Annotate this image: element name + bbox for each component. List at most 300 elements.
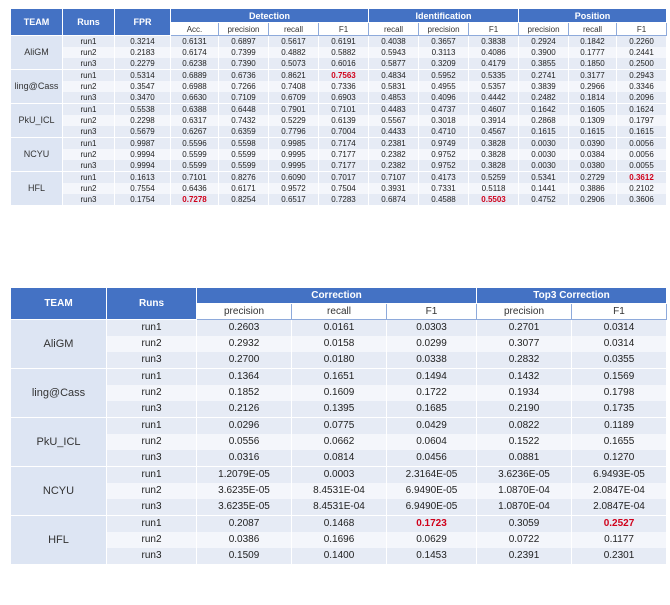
metric-cell: 0.4086 xyxy=(469,47,519,58)
metric-cell: 0.1522 xyxy=(477,434,572,450)
metric-cell: 0.2183 xyxy=(115,47,171,58)
metric-cell: 0.0662 xyxy=(292,434,387,450)
metric-cell: 0.3018 xyxy=(419,115,469,126)
metric-cell: 0.9995 xyxy=(269,149,319,160)
metric-cell: 0.5314 xyxy=(115,70,171,82)
run-label: run3 xyxy=(107,499,197,516)
metric-cell: 0.6897 xyxy=(219,36,269,48)
metric-cell: 0.1696 xyxy=(292,532,387,548)
metric-cell: 0.7017 xyxy=(319,172,369,184)
metric-cell: 0.7266 xyxy=(219,81,269,92)
table-row xyxy=(11,516,667,533)
table-row xyxy=(11,104,667,116)
runs-header: Runs xyxy=(107,288,197,320)
run-label: run3 xyxy=(63,126,115,138)
run-label: run3 xyxy=(107,352,197,369)
metric-cell: 0.0384 xyxy=(569,149,617,160)
metric-cell: 0.7399 xyxy=(219,47,269,58)
team-name: PkU_ICL xyxy=(11,104,63,138)
metric-cell: 0.1685 xyxy=(387,401,477,418)
metric-cell: 0.3657 xyxy=(419,36,469,48)
metric-cell: 0.0314 xyxy=(572,336,667,352)
metric-cell: 8.4531E-04 xyxy=(292,483,387,499)
metric-cell: 0.6171 xyxy=(219,183,269,194)
metric-cell: 1.0870E-04 xyxy=(477,483,572,499)
metric-cell: 0.5877 xyxy=(369,58,419,70)
metric-cell: 0.0355 xyxy=(572,352,667,369)
table-row xyxy=(11,467,667,484)
table-row xyxy=(11,336,667,352)
metric-cell: 0.1615 xyxy=(617,126,667,138)
metric-cell: 0.4955 xyxy=(419,81,469,92)
metric-cell: 0.6174 xyxy=(171,47,219,58)
subheader-cell: precision xyxy=(419,23,469,36)
metric-cell: 2.0847E-04 xyxy=(572,483,667,499)
metric-cell: 0.2441 xyxy=(617,47,667,58)
metric-cell: 0.6388 xyxy=(171,104,219,116)
metric-cell: 0.4483 xyxy=(369,104,419,116)
metric-cell: 0.1934 xyxy=(477,385,572,401)
metric-cell: 0.3900 xyxy=(519,47,569,58)
metric-cell: 0.5599 xyxy=(171,149,219,160)
metric-cell: 0.1441 xyxy=(519,183,569,194)
run-label: run1 xyxy=(63,36,115,48)
metric-cell: 0.3828 xyxy=(469,160,519,172)
metric-cell: 2.0847E-04 xyxy=(572,499,667,516)
run-label: run2 xyxy=(63,81,115,92)
subheader-cell: precision xyxy=(477,304,572,320)
metric-cell: 0.0030 xyxy=(519,149,569,160)
metric-cell: 0.7004 xyxy=(319,126,369,138)
run-label: run2 xyxy=(107,385,197,401)
table-row xyxy=(11,320,667,337)
metric-cell: 0.5952 xyxy=(419,70,469,82)
metric-cell: 0.7796 xyxy=(269,126,319,138)
metric-cell: 0.5229 xyxy=(269,115,319,126)
team-name: ling@Cass xyxy=(11,369,107,418)
metric-cell: 0.1270 xyxy=(572,450,667,467)
metric-cell: 2.3164E-05 xyxy=(387,467,477,484)
detection-results-table xyxy=(10,8,667,206)
table-row xyxy=(11,36,667,48)
subheader-cell: precision xyxy=(519,23,569,36)
metric-cell: 0.7174 xyxy=(319,138,369,150)
metric-cell: 0.0881 xyxy=(477,450,572,467)
team-name: HFL xyxy=(11,516,107,565)
metric-cell: 0.2943 xyxy=(617,70,667,82)
metric-cell: 0.3113 xyxy=(419,47,469,58)
metric-cell: 0.3838 xyxy=(469,36,519,48)
metric-cell: 0.9572 xyxy=(269,183,319,194)
table-row xyxy=(11,58,667,70)
metric-cell: 0.8254 xyxy=(219,194,269,206)
metric-cell: 0.2382 xyxy=(369,149,419,160)
metric-cell: 0.5357 xyxy=(469,81,519,92)
run-label: run3 xyxy=(63,160,115,172)
metric-cell: 0.1494 xyxy=(387,369,477,386)
metric-cell: 0.7336 xyxy=(319,81,369,92)
metric-cell: 0.2482 xyxy=(519,92,569,104)
run-label: run3 xyxy=(63,58,115,70)
metric-cell: 0.0338 xyxy=(387,352,477,369)
metric-cell: 0.4433 xyxy=(369,126,419,138)
table-row xyxy=(11,434,667,450)
metric-cell: 0.4442 xyxy=(469,92,519,104)
metric-cell: 0.0814 xyxy=(292,450,387,467)
metric-cell: 0.6436 xyxy=(171,183,219,194)
metric-cell: 0.6139 xyxy=(319,115,369,126)
metric-cell: 0.4038 xyxy=(369,36,419,48)
subheader-cell: F1 xyxy=(319,23,369,36)
table-row xyxy=(11,160,667,172)
metric-cell: 0.6267 xyxy=(171,126,219,138)
metric-cell: 0.5118 xyxy=(469,183,519,194)
metric-cell: 0.0158 xyxy=(292,336,387,352)
metric-cell: 1.2079E-05 xyxy=(197,467,292,484)
metric-cell: 0.0429 xyxy=(387,418,477,435)
metric-cell: 0.0056 xyxy=(617,138,667,150)
metric-cell: 0.0303 xyxy=(387,320,477,337)
metric-cell: 0.2102 xyxy=(617,183,667,194)
metric-cell: 6.9490E-05 xyxy=(387,483,477,499)
metric-cell: 0.1613 xyxy=(115,172,171,184)
metric-cell: 0.0556 xyxy=(197,434,292,450)
metric-cell: 0.6988 xyxy=(171,81,219,92)
metric-cell: 0.0180 xyxy=(292,352,387,369)
metric-cell: 0.1309 xyxy=(569,115,617,126)
metric-cell: 0.9994 xyxy=(115,149,171,160)
metric-cell: 0.3828 xyxy=(469,149,519,160)
run-label: run3 xyxy=(107,450,197,467)
metric-cell: 0.3209 xyxy=(419,58,469,70)
table-row xyxy=(11,126,667,138)
metric-cell: 0.2932 xyxy=(197,336,292,352)
metric-cell: 0.6191 xyxy=(319,36,369,48)
metric-cell: 0.1364 xyxy=(197,369,292,386)
subheader-cell: precision xyxy=(197,304,292,320)
metric-cell: 0.0456 xyxy=(387,450,477,467)
detection-header: Detection xyxy=(171,9,369,23)
metric-cell: 0.9995 xyxy=(269,160,319,172)
subheader-cell: F1 xyxy=(572,304,667,320)
metric-cell: 0.3839 xyxy=(519,81,569,92)
metric-cell: 0.6238 xyxy=(171,58,219,70)
table-row xyxy=(11,483,667,499)
metric-cell: 0.2298 xyxy=(115,115,171,126)
metric-cell: 0.1605 xyxy=(569,104,617,116)
metric-cell: 0.5831 xyxy=(369,81,419,92)
metric-cell: 0.2126 xyxy=(197,401,292,418)
metric-cell: 0.5335 xyxy=(469,70,519,82)
metric-cell: 0.5598 xyxy=(219,138,269,150)
run-label: run1 xyxy=(107,369,197,386)
subheader-cell: F1 xyxy=(387,304,477,320)
metric-cell: 0.2832 xyxy=(477,352,572,369)
team-name: HFL xyxy=(11,172,63,206)
metric-cell: 0.9752 xyxy=(419,149,469,160)
metric-cell: 0.0296 xyxy=(197,418,292,435)
metric-cell: 0.3470 xyxy=(115,92,171,104)
metric-cell: 8.4531E-04 xyxy=(292,499,387,516)
metric-cell: 0.1798 xyxy=(572,385,667,401)
metric-cell: 0.3828 xyxy=(469,138,519,150)
run-label: run3 xyxy=(107,401,197,418)
run-label: run2 xyxy=(63,149,115,160)
metric-cell: 0.2603 xyxy=(197,320,292,337)
metric-cell: 0.5617 xyxy=(269,36,319,48)
table-row xyxy=(11,499,667,516)
metric-cell: 0.2500 xyxy=(617,58,667,70)
metric-cell: 0.8276 xyxy=(219,172,269,184)
metric-cell: 0.7563 xyxy=(319,70,369,82)
runs-header: Runs xyxy=(63,9,115,36)
metric-cell: 0.7278 xyxy=(171,194,219,206)
metric-cell: 0.1777 xyxy=(569,47,617,58)
metric-cell: 0.5503 xyxy=(469,194,519,206)
metric-cell: 0.3914 xyxy=(469,115,519,126)
metric-cell: 0.5259 xyxy=(469,172,519,184)
metric-cell: 0.5599 xyxy=(171,160,219,172)
subheader-cell: F1 xyxy=(469,23,519,36)
metric-cell: 0.2966 xyxy=(569,81,617,92)
metric-cell: 0.6016 xyxy=(319,58,369,70)
team-name: NCYU xyxy=(11,138,63,172)
metric-cell: 0.3077 xyxy=(477,336,572,352)
metric-cell: 0.1797 xyxy=(617,115,667,126)
run-label: run2 xyxy=(107,483,197,499)
metric-cell: 0.5882 xyxy=(319,47,369,58)
metric-cell: 0.7390 xyxy=(219,58,269,70)
metric-cell: 0.1453 xyxy=(387,548,477,565)
subheader-cell: F1 xyxy=(617,23,667,36)
metric-cell: 0.4752 xyxy=(519,194,569,206)
metric-cell: 0.1735 xyxy=(572,401,667,418)
correction-results-table xyxy=(10,287,667,565)
metric-cell: 0.6630 xyxy=(171,92,219,104)
metric-cell: 0.5073 xyxy=(269,58,319,70)
metric-cell: 0.2087 xyxy=(197,516,292,533)
metric-cell: 0.1723 xyxy=(387,516,477,533)
metric-cell: 0.0722 xyxy=(477,532,572,548)
metric-cell: 0.2260 xyxy=(617,36,667,48)
metric-cell: 0.3547 xyxy=(115,81,171,92)
metric-cell: 0.3855 xyxy=(519,58,569,70)
metric-cell: 0.1642 xyxy=(519,104,569,116)
metric-cell: 0.4710 xyxy=(419,126,469,138)
metric-cell: 0.3612 xyxy=(617,172,667,184)
metric-cell: 0.2906 xyxy=(569,194,617,206)
metric-cell: 3.6236E-05 xyxy=(477,467,572,484)
metric-cell: 0.7101 xyxy=(319,104,369,116)
metric-cell: 0.1814 xyxy=(569,92,617,104)
identification-header: Identification xyxy=(369,9,519,23)
team-name: AliGM xyxy=(11,36,63,70)
metric-cell: 0.1850 xyxy=(569,58,617,70)
metric-cell: 0.1395 xyxy=(292,401,387,418)
metric-cell: 0.0390 xyxy=(569,138,617,150)
team-name: ling@Cass xyxy=(11,70,63,104)
metric-cell: 0.6736 xyxy=(219,70,269,82)
metric-cell: 0.4567 xyxy=(469,126,519,138)
metric-cell: 0.6090 xyxy=(269,172,319,184)
metric-cell: 0.4834 xyxy=(369,70,419,82)
metric-cell: 0.7901 xyxy=(269,104,319,116)
run-label: run1 xyxy=(107,516,197,533)
metric-cell: 0.5567 xyxy=(369,115,419,126)
run-label: run2 xyxy=(107,532,197,548)
metric-cell: 0.1615 xyxy=(519,126,569,138)
metric-cell: 0.1842 xyxy=(569,36,617,48)
metric-cell: 0.2741 xyxy=(519,70,569,82)
metric-cell: 0.3214 xyxy=(115,36,171,48)
metric-cell: 0.0030 xyxy=(519,138,569,150)
table-row xyxy=(11,352,667,369)
metric-cell: 0.9752 xyxy=(419,160,469,172)
run-label: run1 xyxy=(63,70,115,82)
metric-cell: 0.4607 xyxy=(469,104,519,116)
metric-cell: 0.7408 xyxy=(269,81,319,92)
metric-cell: 0.4173 xyxy=(419,172,469,184)
metric-cell: 0.2701 xyxy=(477,320,572,337)
table-row xyxy=(11,369,667,386)
table-row xyxy=(11,115,667,126)
run-label: run2 xyxy=(63,115,115,126)
metric-cell: 0.1722 xyxy=(387,385,477,401)
metric-cell: 0.2391 xyxy=(477,548,572,565)
table-row xyxy=(11,401,667,418)
metric-cell: 3.6235E-05 xyxy=(197,499,292,516)
metric-cell: 0.0604 xyxy=(387,434,477,450)
table-row xyxy=(11,183,667,194)
metric-cell: 0.4737 xyxy=(419,104,469,116)
metric-cell: 1.0870E-04 xyxy=(477,499,572,516)
metric-cell: 0.4882 xyxy=(269,47,319,58)
metric-cell: 0.7331 xyxy=(419,183,469,194)
metric-cell: 0.5596 xyxy=(171,138,219,150)
metric-cell: 0.1189 xyxy=(572,418,667,435)
run-label: run3 xyxy=(63,92,115,104)
team-name: NCYU xyxy=(11,467,107,516)
metric-cell: 0.1754 xyxy=(115,194,171,206)
metric-cell: 0.7504 xyxy=(319,183,369,194)
table-row xyxy=(11,194,667,206)
table-row xyxy=(11,149,667,160)
subheader-cell: recall xyxy=(269,23,319,36)
metric-cell: 0.1569 xyxy=(572,369,667,386)
metric-cell: 0.3886 xyxy=(569,183,617,194)
metric-cell: 0.9749 xyxy=(419,138,469,150)
metric-cell: 0.0316 xyxy=(197,450,292,467)
table-row xyxy=(11,418,667,435)
metric-cell: 0.0314 xyxy=(572,320,667,337)
run-label: run1 xyxy=(63,138,115,150)
metric-cell: 0.7177 xyxy=(319,160,369,172)
metric-cell: 0.0056 xyxy=(617,149,667,160)
metric-cell: 0.8621 xyxy=(269,70,319,82)
metric-cell: 0.3606 xyxy=(617,194,667,206)
metric-cell: 0.6359 xyxy=(219,126,269,138)
metric-cell: 0.2527 xyxy=(572,516,667,533)
metric-cell: 0.5943 xyxy=(369,47,419,58)
metric-cell: 0.0380 xyxy=(569,160,617,172)
metric-cell: 0.7554 xyxy=(115,183,171,194)
metric-cell: 0.5679 xyxy=(115,126,171,138)
team-name: PkU_ICL xyxy=(11,418,107,467)
subheader-cell: Acc. xyxy=(171,23,219,36)
run-label: run1 xyxy=(63,104,115,116)
metric-cell: 0.1609 xyxy=(292,385,387,401)
table-row xyxy=(11,532,667,548)
metric-cell: 0.0386 xyxy=(197,532,292,548)
run-label: run3 xyxy=(107,548,197,565)
metric-cell: 0.6874 xyxy=(369,194,419,206)
subheader-cell: precision xyxy=(219,23,269,36)
metric-cell: 0.3177 xyxy=(569,70,617,82)
team-header: TEAM xyxy=(11,9,63,36)
run-label: run3 xyxy=(63,194,115,206)
metric-cell: 0.9987 xyxy=(115,138,171,150)
metric-cell: 0.0822 xyxy=(477,418,572,435)
metric-cell: 0.0775 xyxy=(292,418,387,435)
table-row xyxy=(11,47,667,58)
team-name: AliGM xyxy=(11,320,107,369)
metric-cell: 0.6131 xyxy=(171,36,219,48)
metric-cell: 0.9985 xyxy=(269,138,319,150)
metric-cell: 0.2924 xyxy=(519,36,569,48)
subheader-cell: recall xyxy=(292,304,387,320)
metric-cell: 0.2381 xyxy=(369,138,419,150)
subheader-cell: recall xyxy=(569,23,617,36)
position-header: Position xyxy=(519,9,667,23)
metric-cell: 0.4096 xyxy=(419,92,469,104)
metric-cell: 0.3059 xyxy=(477,516,572,533)
metric-cell: 0.3931 xyxy=(369,183,419,194)
metric-cell: 0.2382 xyxy=(369,160,419,172)
metric-cell: 0.4588 xyxy=(419,194,469,206)
metric-cell: 0.7177 xyxy=(319,149,369,160)
metric-cell: 0.7283 xyxy=(319,194,369,206)
metric-cell: 0.2301 xyxy=(572,548,667,565)
metric-cell: 0.0003 xyxy=(292,467,387,484)
run-label: run2 xyxy=(63,47,115,58)
metric-cell: 0.1651 xyxy=(292,369,387,386)
metric-cell: 0.0030 xyxy=(519,160,569,172)
table-row xyxy=(11,70,667,82)
metric-cell: 0.1852 xyxy=(197,385,292,401)
metric-cell: 0.6517 xyxy=(269,194,319,206)
metric-cell: 0.2700 xyxy=(197,352,292,369)
correction-header: Correction xyxy=(197,288,477,304)
table-row xyxy=(11,385,667,401)
metric-cell: 0.7109 xyxy=(219,92,269,104)
metric-cell: 0.7101 xyxy=(171,172,219,184)
metric-cell: 0.1615 xyxy=(569,126,617,138)
metric-cell: 0.0055 xyxy=(617,160,667,172)
metric-cell: 0.3346 xyxy=(617,81,667,92)
run-label: run2 xyxy=(107,336,197,352)
table-row xyxy=(11,92,667,104)
table-row xyxy=(11,450,667,467)
metric-cell: 0.1468 xyxy=(292,516,387,533)
metric-cell: 0.4853 xyxy=(369,92,419,104)
table-row xyxy=(11,548,667,565)
metric-cell: 0.2096 xyxy=(617,92,667,104)
metric-cell: 0.2190 xyxy=(477,401,572,418)
team-header: TEAM xyxy=(11,288,107,320)
metric-cell: 0.2868 xyxy=(519,115,569,126)
metric-cell: 0.0629 xyxy=(387,532,477,548)
metric-cell: 0.0161 xyxy=(292,320,387,337)
